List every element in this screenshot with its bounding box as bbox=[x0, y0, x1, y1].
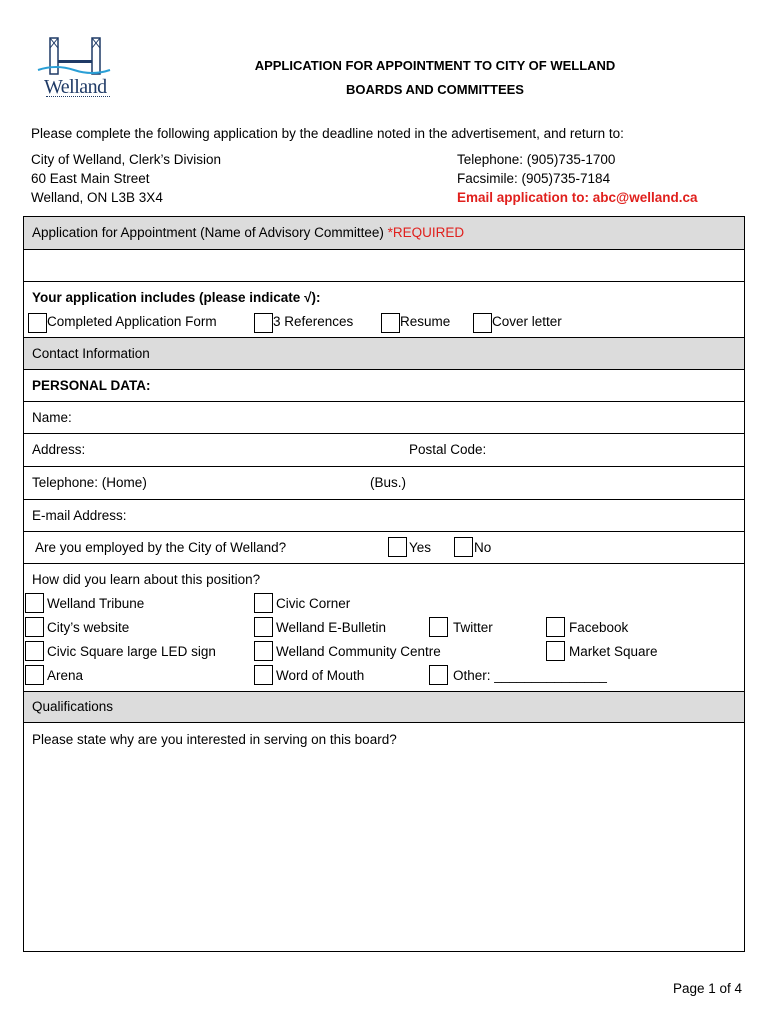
section-label: Qualifications bbox=[32, 699, 114, 714]
checkbox-label: Welland E-Bulletin bbox=[276, 620, 387, 635]
checkbox-label: Resume bbox=[400, 314, 451, 329]
other-checkbox[interactable] bbox=[429, 665, 448, 685]
yes-checkbox[interactable] bbox=[388, 537, 407, 557]
application-form bbox=[23, 216, 745, 952]
includes-label: Your application includes (please indicate √): bbox=[32, 290, 321, 305]
checkbox-label: Facebook bbox=[569, 620, 629, 635]
why-interested-field[interactable] bbox=[24, 722, 744, 951]
community-centre-checkbox[interactable] bbox=[254, 641, 273, 661]
telephone-field[interactable] bbox=[24, 466, 744, 499]
appointment-label: Application for Appointment (Name of Advisory Committee) bbox=[32, 225, 388, 240]
form-title-line1: APPLICATION FOR APPOINTMENT TO CITY OF WELLAND bbox=[254, 58, 616, 73]
checkbox-label: Welland Community Centre bbox=[276, 644, 441, 659]
address-line: Welland, ON L3B 3X4 bbox=[31, 190, 163, 205]
checkbox-label: Word of Mouth bbox=[276, 668, 365, 683]
facsimile-text: Facsimile: (905)735-7184 bbox=[457, 171, 611, 186]
checkbox-label: Completed Application Form bbox=[47, 314, 217, 329]
question-label: Are you employed by the City of Welland? bbox=[35, 540, 287, 555]
checkbox-label: Twitter bbox=[453, 620, 493, 635]
section-label: PERSONAL DATA: bbox=[32, 378, 151, 393]
field-label: Postal Code: bbox=[409, 442, 487, 457]
facebook-checkbox[interactable] bbox=[546, 617, 565, 637]
checkbox-label: Cover letter bbox=[492, 314, 562, 329]
checkbox-label: Civic Square large LED sign bbox=[47, 644, 216, 659]
email-text: Email application to: abc@welland.ca bbox=[457, 190, 698, 205]
checkbox-label: 3 References bbox=[273, 314, 354, 329]
citys-website-checkbox[interactable] bbox=[25, 617, 44, 637]
checkbox-label: City’s website bbox=[47, 620, 130, 635]
logo-wordmark: Welland bbox=[44, 76, 107, 98]
name-field[interactable] bbox=[24, 401, 744, 433]
qualifications-header bbox=[24, 691, 744, 722]
field-label: Telephone: (Home) bbox=[32, 475, 147, 490]
checkbox-label: No bbox=[474, 540, 492, 555]
question-label: How did you learn about this position? bbox=[32, 572, 261, 587]
references-checkbox[interactable] bbox=[254, 313, 273, 333]
checkbox-label: Yes bbox=[409, 540, 432, 555]
contact-block bbox=[457, 150, 697, 207]
intro-text: Please complete the following application by the deadline noted in the advertisement, and return to: bbox=[31, 126, 624, 141]
checkbox-label: Welland Tribune bbox=[47, 596, 145, 611]
address-field[interactable] bbox=[24, 433, 744, 466]
contact-info-header bbox=[24, 337, 744, 369]
appointment-header-row bbox=[24, 217, 744, 249]
checkbox-label: Arena bbox=[47, 668, 84, 683]
field-label: E-mail Address: bbox=[32, 508, 127, 523]
required-label: *REQUIRED bbox=[387, 225, 465, 240]
market-square-checkbox[interactable] bbox=[546, 641, 565, 661]
telephone-text: Telephone: (905)735-1700 bbox=[457, 152, 616, 167]
checkbox-label: Other: _______________ bbox=[453, 668, 607, 683]
includes-row bbox=[24, 281, 744, 337]
civic-corner-checkbox[interactable] bbox=[254, 593, 273, 613]
email-field[interactable] bbox=[24, 499, 744, 531]
e-bulletin-checkbox[interactable] bbox=[254, 617, 273, 637]
form-title-line2: BOARDS AND COMMITTEES bbox=[346, 82, 524, 97]
section-label: Contact Information bbox=[32, 346, 150, 361]
address-line: City of Welland, Clerk’s Division bbox=[31, 152, 222, 167]
logo-underline bbox=[46, 96, 110, 99]
twitter-checkbox[interactable] bbox=[429, 617, 448, 637]
field-label: Name: bbox=[32, 410, 72, 425]
personal-data-row bbox=[24, 369, 744, 401]
field-label: (Bus.) bbox=[370, 475, 407, 490]
question-label: Please state why are you interested in serving on this board? bbox=[32, 732, 397, 747]
cover-letter-checkbox[interactable] bbox=[473, 313, 492, 333]
address-line: 60 East Main Street bbox=[31, 171, 150, 186]
checkbox-label: Civic Corner bbox=[276, 596, 351, 611]
word-of-mouth-checkbox[interactable] bbox=[254, 665, 273, 685]
no-checkbox[interactable] bbox=[454, 537, 473, 557]
led-sign-checkbox[interactable] bbox=[25, 641, 44, 661]
welland-logo bbox=[34, 34, 114, 100]
completed-form-checkbox[interactable] bbox=[28, 313, 47, 333]
resume-checkbox[interactable] bbox=[381, 313, 400, 333]
arena-checkbox[interactable] bbox=[25, 665, 44, 685]
checkbox-label: Market Square bbox=[569, 644, 658, 659]
page-number: Page 1 of 4 bbox=[672, 981, 742, 996]
bridge-icon bbox=[34, 34, 114, 78]
return-address bbox=[31, 150, 221, 207]
welland-tribune-checkbox[interactable] bbox=[25, 593, 44, 613]
learn-about-row bbox=[24, 563, 744, 691]
employed-row bbox=[24, 531, 744, 563]
committee-name-field[interactable] bbox=[24, 249, 744, 281]
field-label: Address: bbox=[32, 442, 86, 457]
